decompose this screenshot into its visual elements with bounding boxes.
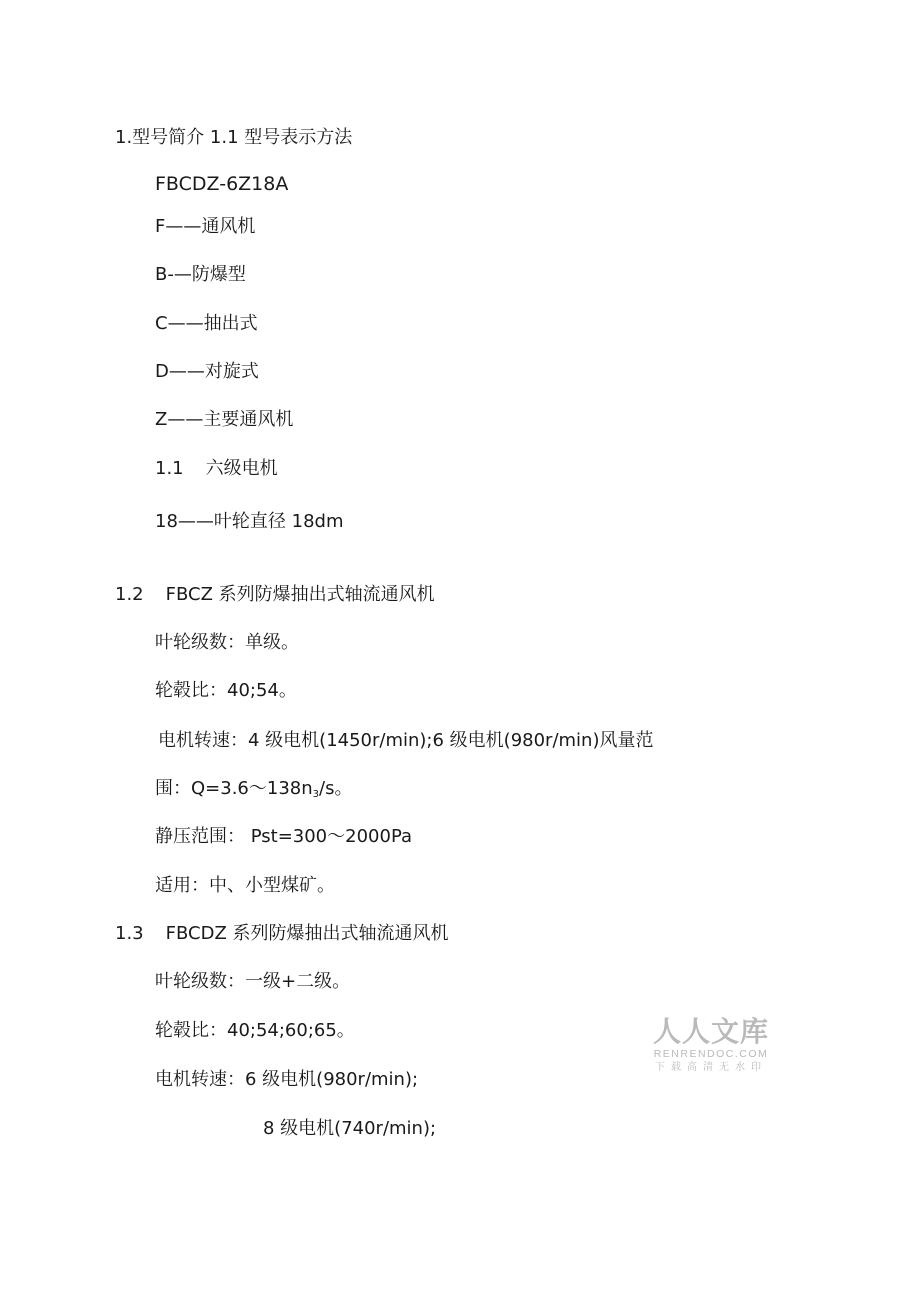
sec13-hub-ratio: 轮毂比：40;54;60;65。 [155, 1020, 355, 1041]
section-1-3-title: FBCDZ 系列防爆抽出式轴流通风机 [165, 923, 449, 944]
sec13-motor-speed-2: 8 级电机(740r/min); [263, 1118, 437, 1139]
section-1-2-heading [115, 583, 435, 607]
sec12-airflow-unit: /s。 [319, 778, 353, 799]
sec12-usage: 适用：中、小型煤矿。 [155, 875, 335, 896]
heading-model-intro: 1.型号简介 1.1 型号表示方法 [115, 127, 353, 148]
code-c: C——抽出式 [155, 313, 258, 334]
watermark-en: RENRENDOC.COM [653, 1048, 769, 1060]
code-d: D——对旋式 [155, 361, 259, 382]
sec12-airflow-text: 围：Q=3.6～138n [155, 778, 313, 799]
sec13-motor-speed-1: 电机转速：6 级电机(980r/min); [155, 1069, 419, 1090]
code-six-number: 1.1 [155, 458, 184, 479]
model-code: FBCDZ-6Z18A [155, 173, 289, 195]
sec13-impeller-stages: 叶轮级数：一级+二级。 [155, 971, 351, 992]
watermark-tag: 下载高清无水印 [655, 1062, 767, 1073]
watermark-cn: 人人文库 [652, 1015, 769, 1048]
watermark-logo [646, 1016, 776, 1075]
section-1-2-number: 1.2 [115, 584, 144, 605]
code-six-text: 六级电机 [205, 458, 278, 479]
sec12-impeller-stages: 叶轮级数：单级。 [155, 632, 299, 653]
sec12-hub-ratio: 轮毂比：40;54。 [155, 680, 297, 701]
sec12-airflow-range [155, 777, 352, 807]
section-1-3-heading [115, 922, 449, 946]
code-b: B-—防爆型 [155, 264, 246, 285]
code-f: F——通风机 [155, 216, 256, 237]
code-impeller-diameter: 18——叶轮直径 18dm [155, 511, 344, 532]
code-six-level-motor [155, 457, 278, 481]
section-1-3-number: 1.3 [115, 923, 144, 944]
sec12-motor-speed: 电机转速：4 级电机(1450r/min);6 级电机(980r/min)风量范 [158, 730, 654, 751]
sec12-airflow-subscript: 3 [312, 789, 320, 800]
sec12-static-pressure: 静压范围： Pst=300～2000Pa [155, 826, 413, 847]
section-1-2-title: FBCZ 系列防爆抽出式轴流通风机 [165, 584, 435, 605]
code-z: Z——主要通风机 [155, 409, 294, 430]
